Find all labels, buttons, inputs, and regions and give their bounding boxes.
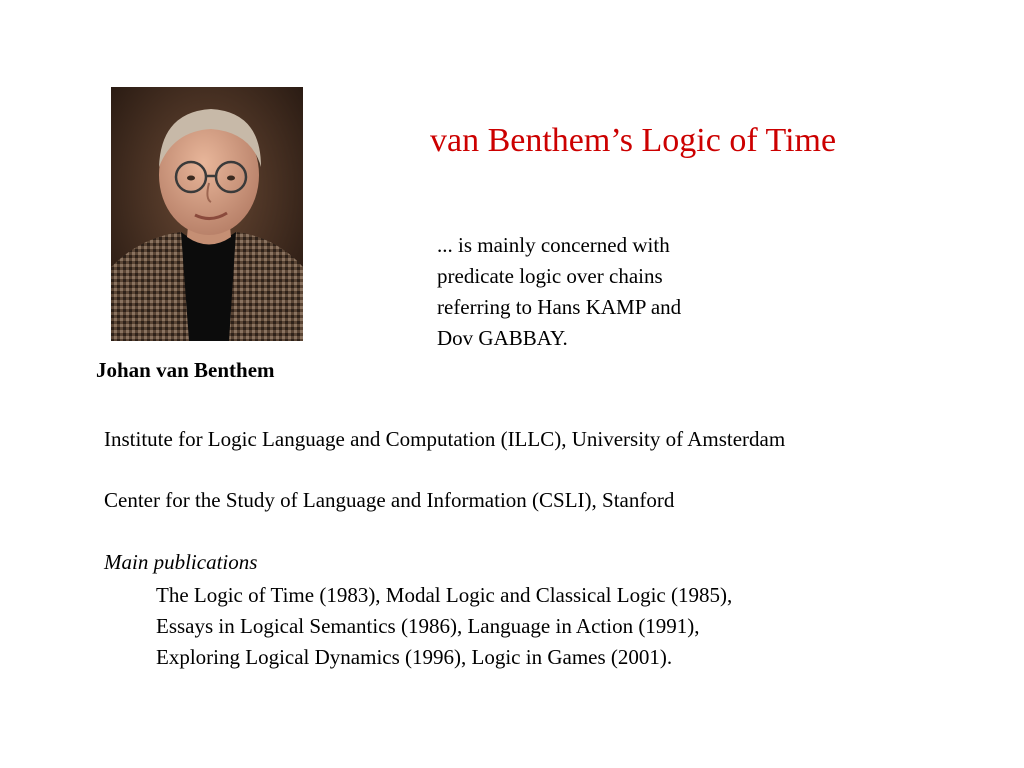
intro-line: Dov GABBAY. <box>437 326 568 350</box>
publications-heading: Main publications <box>104 550 258 574</box>
publication-line: The Logic of Time (1983), Modal Logic and Classical Logic (1985), <box>156 583 733 607</box>
publications-list <box>156 580 732 673</box>
portrait-photo <box>111 87 303 341</box>
intro-text <box>437 230 767 354</box>
publication-line: Exploring Logical Dynamics (1996), Logic in Games (2001). <box>156 645 673 669</box>
intro-line: predicate logic over chains <box>437 264 663 288</box>
publication-line: Essays in Logical Semantics (1986), Language in Action (1991), <box>156 614 700 638</box>
affiliation-csli: Center for the Study of Language and Information (CSLI), Stanford <box>104 488 675 512</box>
portrait-caption: Johan van Benthem <box>96 358 275 382</box>
portrait-illustration <box>111 87 303 341</box>
intro-line: referring to Hans KAMP and <box>437 295 682 319</box>
intro-line: ... is mainly concerned with <box>437 233 670 257</box>
affiliation-illc: Institute for Logic Language and Computation (ILLC), University of Amsterdam <box>104 427 786 451</box>
slide-title: van Benthem’s Logic of Time <box>430 122 837 159</box>
